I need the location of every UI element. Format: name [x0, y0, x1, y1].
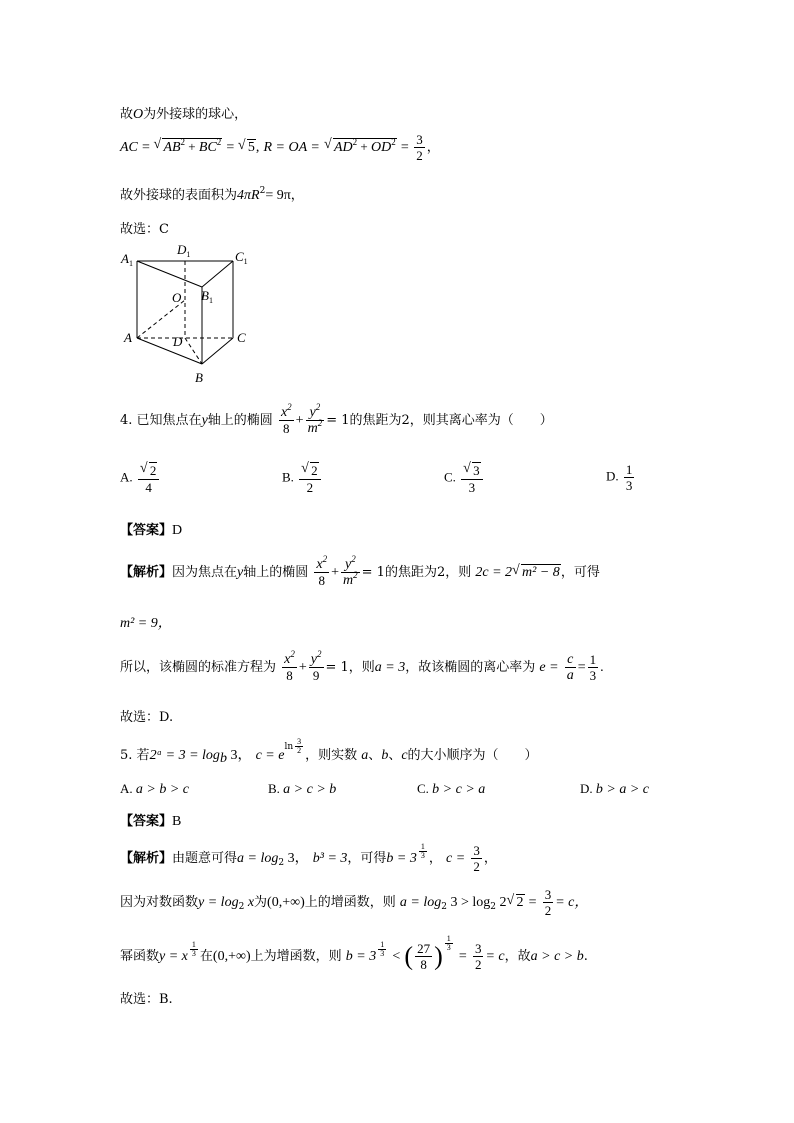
question-4: 4. 已知焦点在y轴上的椭圆 $\frac{x^2}{8}$ + $\frac{y^2}{m^2}$ = 1的焦距为2，则其离心率为（ ）: [120, 402, 553, 436]
question-5: 5. 若2ᵃ = $3 = \log_b 3$， $c = e^{ln \frac{3}{2}}$ ，则实数 a、b、c的大小顺序为（ ）: [120, 737, 538, 766]
sqrt-ab-bc: √ $AB^2 + BC^2$: [153, 137, 222, 155]
q5-option-c[interactable]: C. b > c > a: [417, 781, 486, 797]
q4-option-b[interactable]: B. √ 2 2: [282, 462, 323, 495]
label-d1: $D_1$: [177, 242, 191, 259]
q5-option-a[interactable]: A. a > b > c: [120, 781, 189, 797]
q4-answer: 【答案】D: [120, 523, 183, 538]
q5-analysis-3: 幂函数y = x $^{\frac{1}{3}}$ 在(0,+∞)上为增函数，则 b = 3 $^{\frac{1}{3}}$ < ( $\frac{27}{8}$ ) $^{\frac{1}{3}}$ = $\frac{3}{2}$ = c，故a > c > b.: [120, 934, 588, 972]
q4-standard-equation: 所以，该椭圆的标准方程为 $\frac{x^2}{8}$ + $\frac{y^2}{9}$ = 1，则a = 3，故该椭圆的离心率为 e = $\frac{c}{a}$ = $\frac{1}{3}$ .: [120, 649, 604, 683]
label-o: O: [172, 290, 182, 305]
q5-analysis-2: 因为对数函数$y = \log_2 x$为(0,+∞)上的增函数，则 $a = \log_2 3 > \log_2 2$ √ 2 = $\frac{3}{2}$ = c，: [120, 887, 589, 918]
q4-option-a[interactable]: A. √ 2 4: [120, 462, 161, 495]
edge-a-b: [137, 338, 202, 364]
label-a1: $A_1$: [121, 251, 133, 268]
q5-choose: 故选：B.: [120, 992, 173, 1007]
edge-c1-b1: [202, 261, 233, 287]
sqrt-ad-od: √ $AD^2 + OD^2$: [323, 137, 396, 155]
q5-analysis-1: 【解析】由题意可得$a = \log_2 3$， b³ = 3，可得b = 3 $^{\frac{1}{3}}$ ， c = $\frac{3}{2}$ ，: [120, 842, 497, 874]
frac-y2-m2: $\frac{y^2}{m^2}$: [307, 402, 323, 436]
frac-x2-8: $\frac{x^2}{8}$: [280, 402, 292, 436]
label-b1: $B_1$: [201, 288, 213, 305]
q4-m-result: m² = 9，: [120, 616, 172, 631]
q4-analysis: 【解析】因为焦点在y轴上的椭圆 $\frac{x^2}{8}$ + $\frac{y^2}{m^2}$ = 1的焦距为2，则 2c = 2 √ m² − 8，可得: [120, 554, 600, 588]
q4-choose: 故选：D.: [120, 710, 174, 725]
q5-option-b[interactable]: B. a > c > b: [268, 781, 337, 797]
label-d: D: [173, 334, 183, 349]
sqrt-5: √ 5: [237, 138, 255, 155]
label-b: B: [195, 370, 203, 385]
edge-a1-b1: [137, 261, 202, 287]
prism-figure: [118, 240, 258, 390]
var-o: O: [133, 107, 144, 122]
solution-line-center: 故O为外接球的球心，: [120, 107, 248, 122]
fraction-3-2: $\frac{3}{2}$: [416, 132, 423, 163]
edge-a-o-hidden: [137, 300, 185, 338]
solution-line-radius: AC = √ $AB^2 + BC^2$ = √ 5, R = OA = √ $AD^2 + OD^2$ = $\frac{3}{2}$ ，: [120, 132, 440, 163]
edge-c-b: [202, 338, 233, 364]
label-c: C: [237, 330, 246, 345]
label-a: A: [124, 330, 132, 345]
q4-option-c[interactable]: C. √ 3 3: [444, 462, 485, 495]
label-c1: $C_1$: [235, 249, 248, 266]
q5-option-d[interactable]: D. b > a > c: [580, 781, 649, 797]
q5-answer: 【答案】B: [120, 814, 182, 829]
choice-line-c: 故选：C: [120, 222, 169, 237]
solution-line-surface-area: 故外接球的表面积为$4\pi R^2= 9\pi$，: [120, 186, 304, 203]
q4-option-d[interactable]: D. $\frac{1}{3}$: [606, 462, 633, 493]
